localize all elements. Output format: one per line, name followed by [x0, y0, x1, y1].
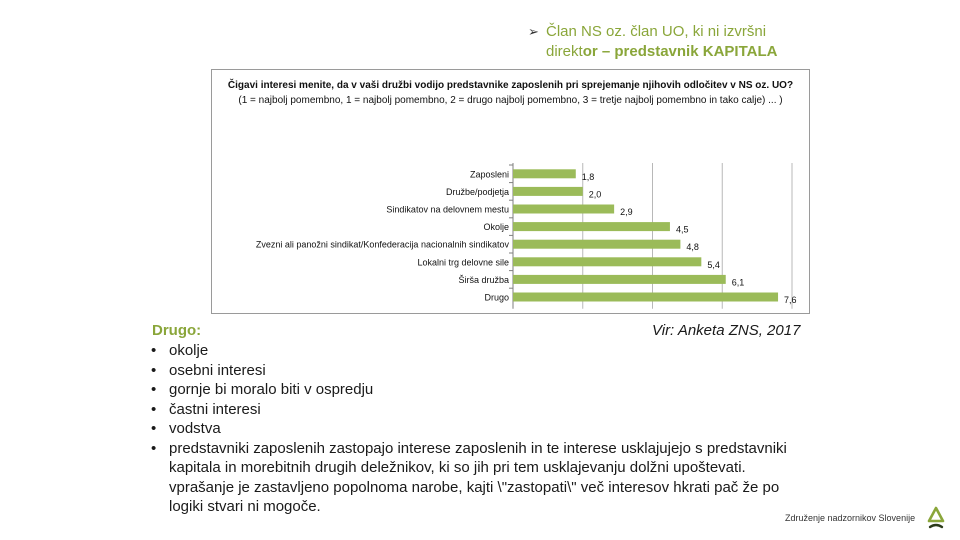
- drugo-item-text: osebni interesi: [169, 361, 266, 379]
- drugo-list-item: [148, 361, 808, 381]
- bullet-icon: •: [151, 400, 157, 418]
- bullet-icon: •: [151, 420, 157, 437]
- arrow-bullet-icon: ➢: [528, 24, 539, 39]
- data-label: 2,9: [620, 207, 633, 217]
- bar-chart: [212, 70, 809, 313]
- data-label: 5,4: [707, 259, 720, 270]
- bar: [513, 275, 726, 284]
- slide-heading: [528, 22, 928, 62]
- bar: [513, 169, 576, 178]
- bullet-icon: •: [151, 342, 157, 359]
- category-label: Okolje: [483, 222, 509, 233]
- bar: [513, 187, 583, 196]
- drugo-list-item: [148, 341, 808, 361]
- category-label: Sindikatov na delovnem mestu: [386, 204, 509, 215]
- heading-line-1: Član NS oz. član UO, ki ni izvršni: [546, 23, 767, 40]
- heading-line-2: [528, 42, 928, 62]
- drugo-item-text: predstavniki zaposlenih zastopajo interese zaposlenih in te interese usklajujejo s predstavniki kapitala in morebitnih drugih deležnikov, ki so jih pri tem usklajevanju dolžni upoštevati. vprašanje je zastavljeno popolnoma narobe, kajti \"zastopati\" več interesov hkrati pač že po logiki stvari ni mogoče.: [169, 439, 787, 515]
- zns-logo-icon: [927, 506, 945, 530]
- category-label: Zaposleni: [469, 169, 509, 180]
- data-label: 2,0: [588, 189, 602, 200]
- data-label: 1,8: [581, 171, 595, 182]
- drugo-item-text: vodstva: [169, 420, 221, 437]
- data-label: 7,6: [784, 295, 797, 305]
- bar: [513, 293, 778, 302]
- bar: [513, 222, 670, 231]
- category-label: Drugo: [484, 292, 509, 303]
- drugo-list: [148, 341, 808, 517]
- category-label: Zvezni ali panožni sindikat/Konfederacija nacionalnih sindikatov: [255, 239, 509, 250]
- source-note: Vir: Anketa ZNS, 2017: [652, 322, 801, 339]
- chart-frame: [211, 69, 810, 314]
- bullet-icon: •: [151, 439, 157, 457]
- category-label: Družbe/podjetja: [445, 186, 509, 197]
- drugo-title: Drugo:: [152, 322, 202, 339]
- chart-title: Čigavi interesi menite, da v vaši družbi vodijo predstavnike zaposlenih pri sprejemanje njihovih odločitev v NS oz. UO?: [227, 80, 794, 91]
- bar: [513, 240, 680, 249]
- drugo-item-text: gornje bi moralo biti v ospredju: [169, 381, 374, 398]
- bar: [513, 257, 701, 266]
- data-label: 6,1: [731, 277, 745, 288]
- heading-line-2-bold: or – predstavnik KAPITALA: [582, 43, 778, 60]
- drugo-item-text: častni interesi: [169, 400, 261, 418]
- drugo-list-item: [148, 380, 808, 400]
- data-label: 4,8: [686, 242, 699, 253]
- drugo-list-item: [148, 419, 808, 439]
- bullet-icon: •: [151, 361, 157, 379]
- drugo-list-item: [148, 400, 808, 420]
- category-label: Širša družba: [458, 274, 509, 285]
- data-label: 4,5: [675, 224, 689, 235]
- bullet-icon: •: [151, 381, 157, 398]
- heading-line-2-normal: direkt: [546, 43, 583, 60]
- drugo-list-item: [148, 439, 808, 517]
- category-label: Lokalni trg delovne sile: [417, 257, 509, 268]
- chart-subtitle: (1 = najbolj pomembno, 1 = najbolj pomembno, 2 = drugo najbolj pomembno, 3 = tretje najbolj pomembno in tako calje) ... ): [238, 95, 783, 106]
- drugo-item-text: okolje: [169, 342, 209, 359]
- footer-organization: Združenje nadzornikov Slovenije: [785, 513, 916, 523]
- bar: [513, 205, 614, 214]
